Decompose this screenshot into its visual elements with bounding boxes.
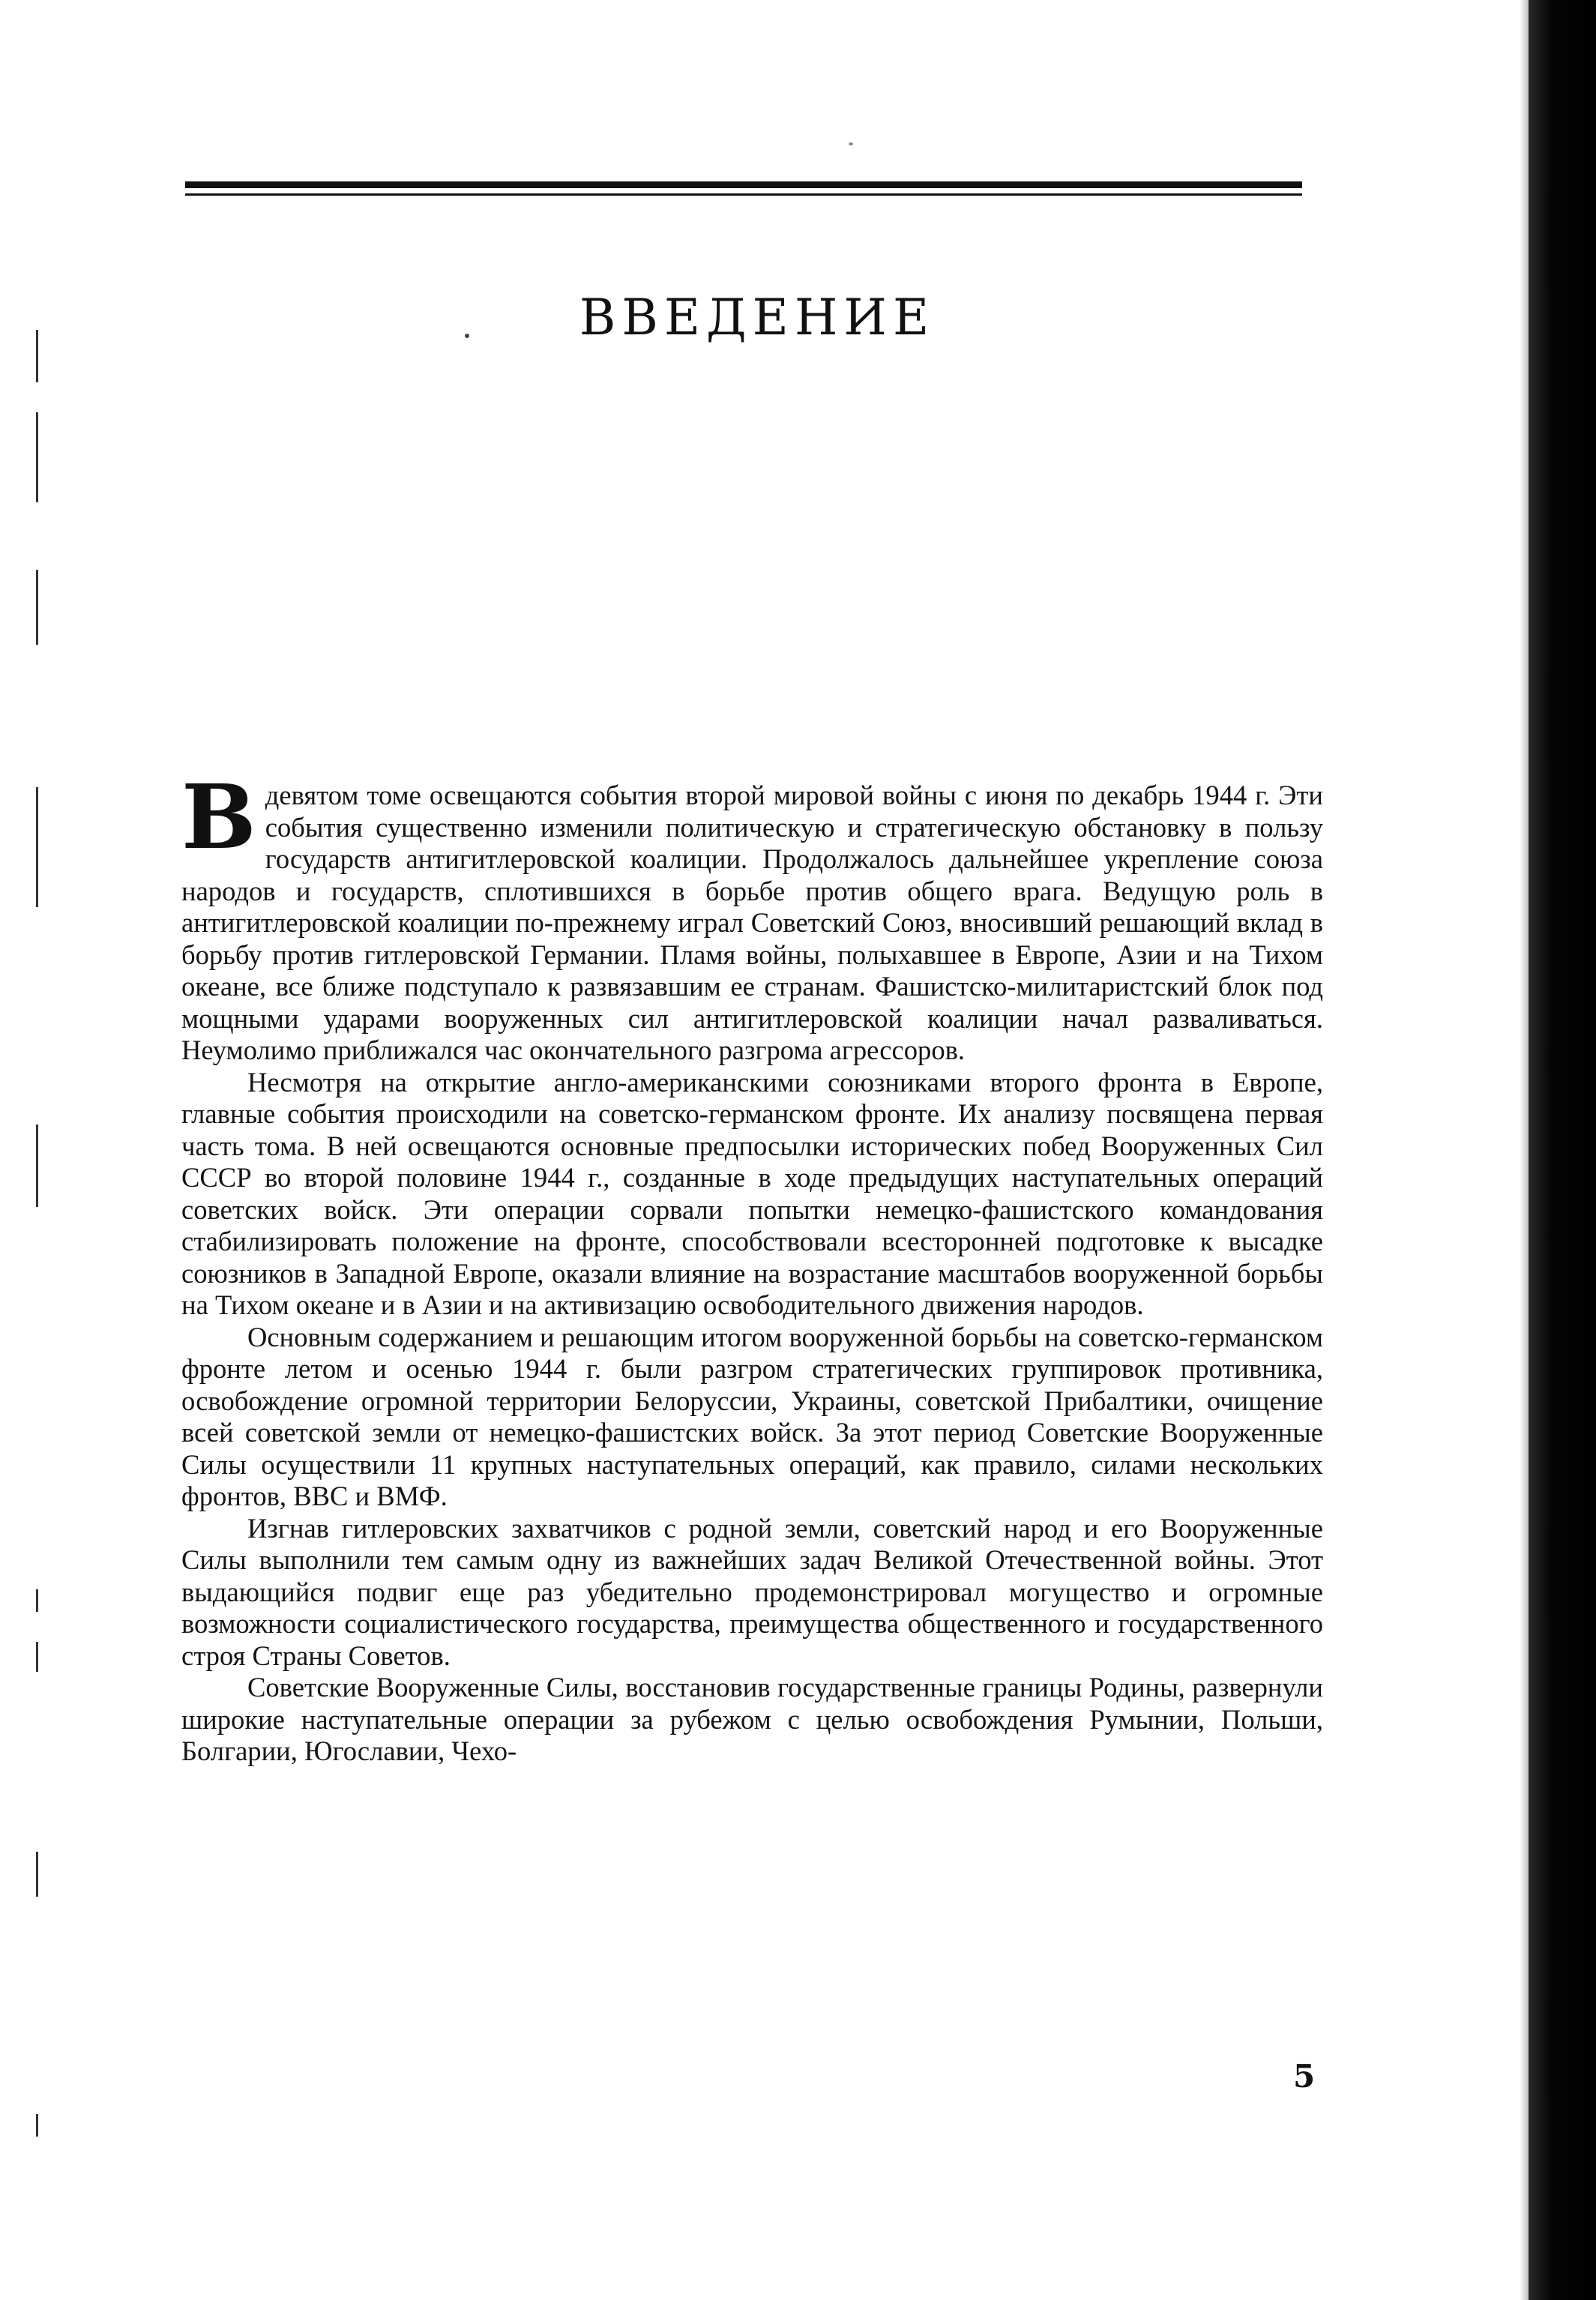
paragraph-5: Советские Вооруженные Силы, восстановив государственные границы Родины, развернули широкие наступательные операции за рубежом с целью освобождения Румынии, Польши, Болгарии, Югославии, Чехо- xyxy=(181,1672,1323,1766)
header-rule-thick xyxy=(185,181,1302,188)
margin-mark xyxy=(36,787,38,907)
margin-mark xyxy=(36,1852,38,1897)
margin-mark xyxy=(36,2114,38,2137)
margin-mark xyxy=(36,1125,38,1207)
header-rule-thin xyxy=(185,193,1302,196)
paragraph-4: Изгнав гитлеровских захватчиков с родной земли, советский народ и его Вооруженные Силы выполнили тем самым одну из важнейших задач Великой Отечественной войны. Этот выдающийся подвиг еще раз убедительно продемонстрировал могущество и огромные возможности социалистического государства, преимущества общественного и государственного строя Страны Советов. xyxy=(181,1512,1323,1671)
page-title: ВВЕДЕНИЕ xyxy=(579,289,936,346)
margin-mark xyxy=(36,412,38,502)
margin-mark xyxy=(36,1642,38,1672)
paragraph-3: Основным содержанием и решающим итогом вооруженной борьбы на советско-германском фронте летом и осенью 1944 г. были разгром стратегических группировок противника, освобождение огромной территории Белоруссии, Украины, советской Прибалтики, очищение всей советской земли от немецко-фашистских войск. За этот период Советские Вооруженные Силы осуществили 11 крупных наступательных операций, как правило, силами нескольких фронтов, ВВС и ВМФ. xyxy=(181,1321,1323,1511)
page-number: 5 xyxy=(1293,2058,1316,2095)
margin-mark xyxy=(36,1589,38,1612)
paragraph-2: Несмотря на открытие англо-американскими союзниками второго фронта в Европе, главные события происходили на советско-германском фронте. Их анализу посвящена первая часть тома. В ней освещаются основные предпосылки исторических побед Вооруженных Сил СССР во второй половине 1944 г., созданные в ходе предыдущих наступательных операций советских войск. Эти операции сорвали попытки немецко-фашистского командования стабилизировать положение на фронте, способствовали всесторонней подготовке к высадке союзников в Западной Европе, оказали влияние на возрастание масштабов вооруженной борьбы на Тихом океане и в Азии и на активизацию освободительного движения народов. xyxy=(181,1066,1323,1320)
scan-speck xyxy=(849,142,853,145)
margin-mark xyxy=(36,570,38,645)
body-text xyxy=(181,765,1323,1768)
paragraph-1-text: девятом томе освещаются события второй мировой войны с июня по декабрь 1944 г. Эти события существенно изменили политическую и стратегическую обстановку в пользу государств антигитлеровской коалиции. Продолжалось дальнейшее укрепление союза народов и государств, сплотившихся в борьбе против общего врага. Ведущую роль в антигитлеровской коалиции по-прежнему играл Советский Союз, вносивший решающий вклад в борьбу против гитлеровской Германии. Пламя войны, полыхавшее в Европе, Азии и на Тихом океане, все ближе подступало к развязавшим ее странам. Фашистско-милитаристский блок под мощными ударами вооруженных сил антигитлеровской коалиции начал разваливаться. Неумолимо приближался час окончательного разгрома агрессоров. xyxy=(181,780,1323,1065)
paragraph-1 xyxy=(181,765,1323,1067)
scan-shadow-right xyxy=(1529,0,1596,2300)
scan-shadow-gradient xyxy=(1520,0,1529,2300)
dropcap: В xyxy=(181,765,256,869)
scan-margin-marks xyxy=(30,330,45,2129)
